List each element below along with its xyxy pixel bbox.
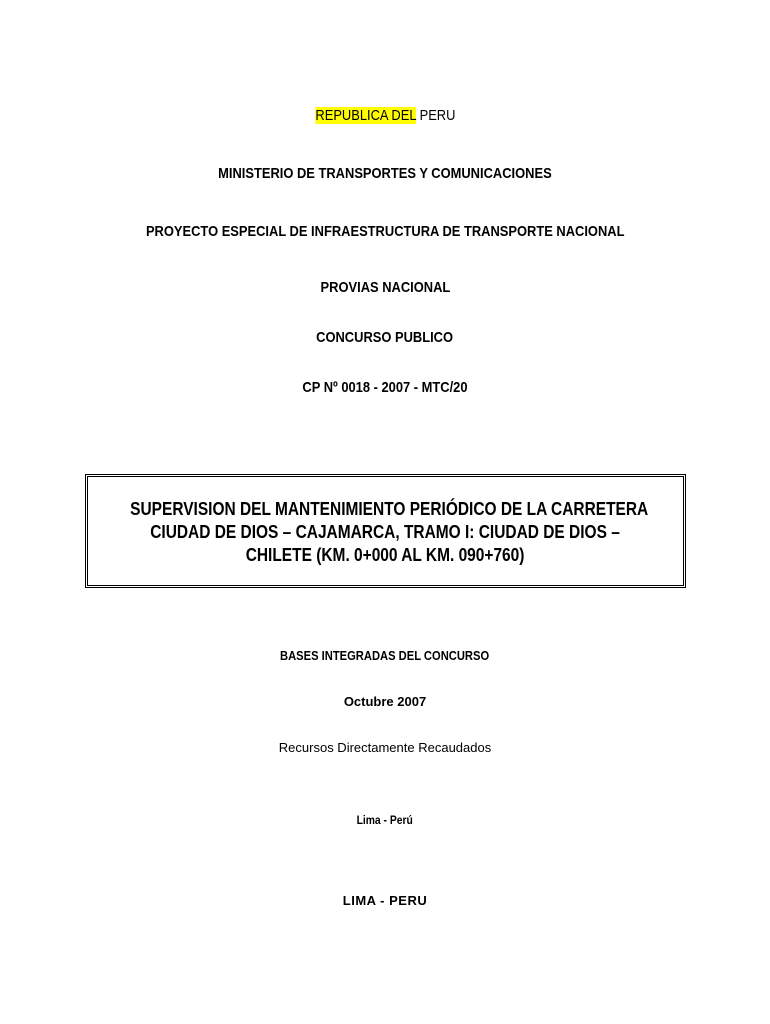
ministry-heading xyxy=(0,165,770,182)
place-small-line xyxy=(0,813,770,827)
ministry-text: MINISTERIO DE TRANSPORTES Y COMUNICACIONES xyxy=(218,165,552,182)
contest-type-heading xyxy=(0,329,770,346)
title-line-2 xyxy=(88,522,683,543)
contest-type-text: CONCURSO PUBLICO xyxy=(316,329,454,346)
title-line-2-text: CIUDAD DE DIOS – CAJAMARCA, TRAMO I: CIUDAD DE DIOS – xyxy=(150,522,621,542)
place-large-text: LIMA - PERU xyxy=(342,893,428,908)
project-heading xyxy=(0,223,770,240)
contest-code-heading xyxy=(0,379,770,396)
agency-heading xyxy=(0,279,770,296)
title-line-1-text: SUPERVISION DEL MANTENIMIENTO PERIÓDICO DE LA CARRETERA xyxy=(130,499,649,519)
place-large-line xyxy=(0,893,770,908)
title-line-3-text: CHILETE (KM. 0+000 AL KM. 090+760) xyxy=(246,545,525,565)
contest-code-text: CP Nº 0018 - 2007 - MTC/20 xyxy=(302,379,468,396)
title-line-1 xyxy=(88,499,683,520)
bases-heading xyxy=(0,648,770,663)
date-heading xyxy=(0,694,770,709)
title-line-3 xyxy=(88,545,683,566)
agency-text: PROVIAS NACIONAL xyxy=(320,279,450,296)
bases-text: BASES INTEGRADAS DEL CONCURSO xyxy=(280,648,490,663)
republic-heading xyxy=(0,107,770,124)
date-text: Octubre 2007 xyxy=(343,694,427,709)
republic-highlighted-text: REPUBLICA DEL xyxy=(314,107,416,124)
funding-text: Recursos Directamente Recaudados xyxy=(278,740,492,755)
title-box xyxy=(85,474,686,588)
funding-text-line xyxy=(0,740,770,755)
republic-rest-text: PERU xyxy=(415,107,456,124)
project-text: PROYECTO ESPECIAL DE INFRAESTRUCTURA DE TRANSPORTE NACIONAL xyxy=(145,223,625,240)
place-small-text: Lima - Perú xyxy=(356,813,414,827)
